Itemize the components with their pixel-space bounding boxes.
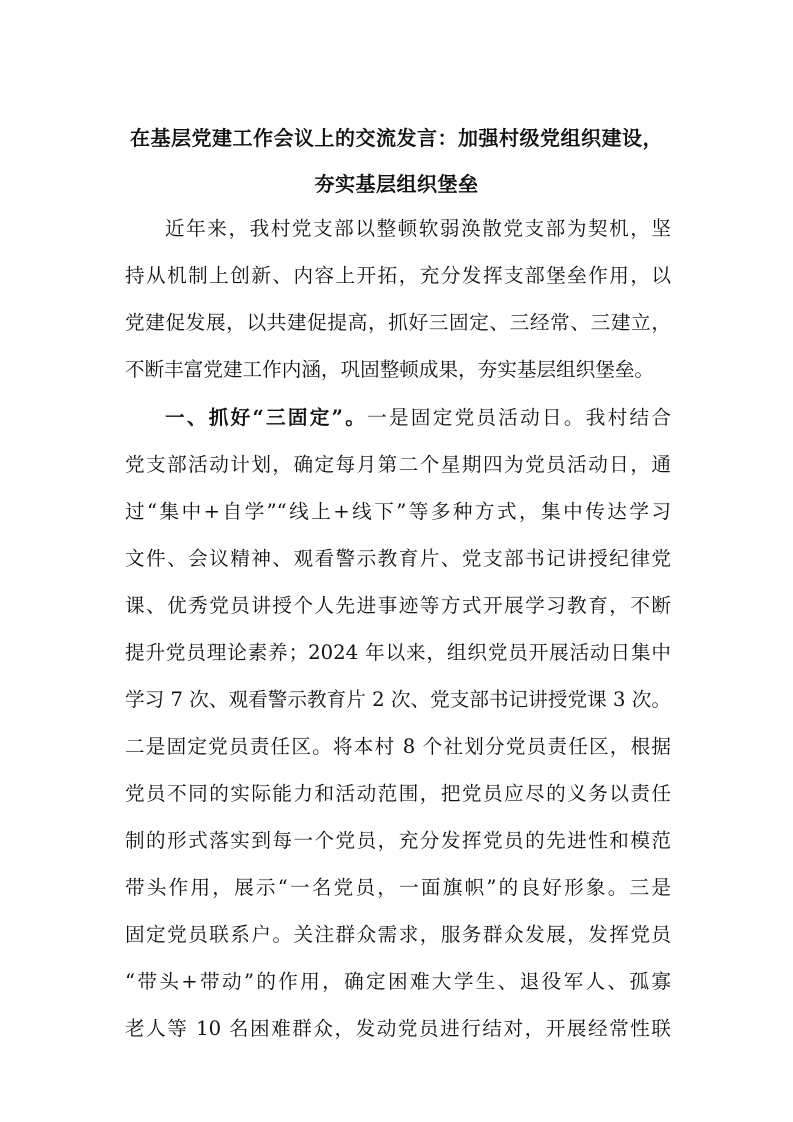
section-1-line: 二是固定党员责任区。将本村 8 个社划分党员责任区，根据: [125, 735, 671, 758]
section-1-first-line-text: 一是固定党员活动日。我村结合: [367, 406, 672, 429]
section-1-line: 制的形式落实到每一个党员，充分发挥党员的先进性和模范: [125, 829, 671, 852]
section-1-line: 提升党员理论素养；2024 年以来，组织党员开展活动日集中: [125, 641, 671, 664]
intro-line: 党建促发展，以共建促提高，抓好三固定、三经常、三建立，: [125, 311, 671, 334]
document-title-line-1: 在基层党建工作会议上的交流发言：加强村级党组织建设，: [130, 126, 663, 150]
section-1-line: 党支部活动计划，确定每月第二个星期四为党员活动日，通: [125, 453, 671, 476]
section-1-heading: 一、抓好“三固定”。: [165, 406, 368, 429]
intro-line: 近年来，我村党支部以整顿软弱涣散党支部为契机，坚: [165, 217, 671, 240]
section-1-line: “带头+带动”的作用，确定困难大学生、退役军人、孤寡: [125, 970, 671, 993]
section-1-line: 过“集中+自学”“线上+线下”等多种方式，集中传达学习: [125, 500, 671, 523]
section-1-line: 带头作用，展示“一名党员，一面旗帜”的良好形象。三是: [125, 876, 671, 899]
section-1-line: 文件、会议精神、观看警示教育片、党支部书记讲授纪律党: [125, 547, 671, 570]
section-1-line: 老人等 10 名困难群众，发动党员进行结对，开展经常性联: [125, 1017, 671, 1040]
intro-line: 不断丰富党建工作内涵，巩固整顿成果，夯实基层组织堡垒。: [125, 358, 655, 381]
section-1-line: 固定党员联系户。关注群众需求，服务群众发展，发挥党员: [125, 923, 671, 946]
section-1-line: 党员不同的实际能力和活动范围，把党员应尽的义务以责任: [125, 782, 671, 805]
document-title-line-2: 夯实基层组织堡垒: [314, 172, 479, 196]
section-1-first-line: [125, 404, 671, 432]
section-1-line: 学习 7 次、观看警示教育片 2 次、党支部书记讲授党课 3 次。: [125, 688, 671, 711]
section-1-line: 课、优秀党员讲授个人先进事迹等方式开展学习教育，不断: [125, 594, 671, 617]
intro-line: 持从机制上创新、内容上开拓，充分发挥支部堡垒作用，以: [125, 264, 671, 287]
